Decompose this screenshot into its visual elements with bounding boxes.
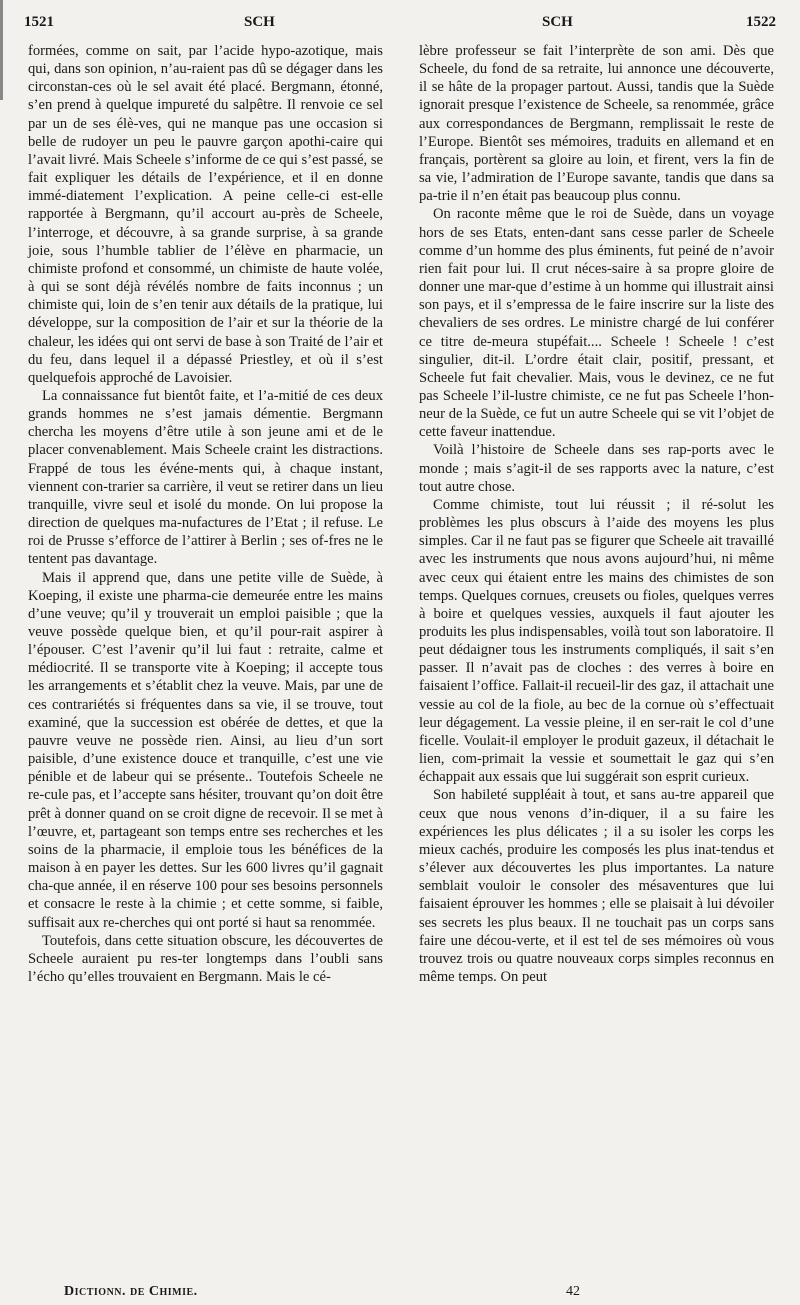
paragraph: Voilà l’histoire de Scheele dans ses rap-ports avec le monde ; mais s’agit-il de ses rapports avec la nature, c’est tout autre chose. — [419, 442, 774, 495]
page-edge-mark — [0, 0, 3, 100]
paragraph: Toutefois, dans cette situation obscure, les découvertes de Scheele auraient pu res-ter longtemps dans l’oubli sans l’écho qu’elles trouvaient en Bergmann. Mais le cé- — [28, 932, 383, 985]
paragraph: formées, comme on sait, par l’acide hypo-azotique, mais qui, dans son opinion, n’au-raient pas dû se dégager dans les circonstan-ces où le sel avait été placé. Bergmann, étonné, s’en prend à quelque impureté du salpêtre. Il renvoie ce sel par un de ses élè-ves, qui ne manque pas une occasion si belle de rudoyer un peu le pauvre garçon apothi-caire qui l’avait livré. Mais Scheele s’informe de ce qui s’est passé, se fait expliquer les détails de l’expérience, et il en donne immé-diatement l’explication. A peine celle-ci est-elle rapportée à Bergmann, qu’il accourt au-près de Scheele, l’interroge, et découvre, à sa grande surprise, à sa grande joie, sous l’humble tablier de l’élève en pharmacie, un chimiste profond et consommé, un chimiste de haute volée, à qui se sont déjà révélés nombre de faits inconnus ; un chimiste qui, loin de s’en tenir aux détails de la pratique, lui développe, sur la composition de l’air et sur la théorie de la chaleur, les idées qui ont servi de base à son Traité de l’air et du feu, dans lequel il a dépassé Priestley, et où il s’est quelquefois approché de Lavoisier. — [28, 43, 383, 386]
right-column — [419, 42, 774, 986]
footer-signature: Dictionn. de Chimie. — [64, 1284, 198, 1299]
paragraph: Mais il apprend que, dans une petite ville de Suède, à Koeping, il existe une pharma-cie demeurée entre les mains d’une veuve; qu’il y trouverait un emploi paisible ; que la veuve possède quelque bien, et qu’il pour-rait aspirer à l’épouser. C’est l’avenir qu’il lui faut : retraite, calme et médiocrité. Il se transporte vite à Koeping; il accepte tous les arrangements et s’établit chez la veuve. Mais, par une de ces contrariétés si fréquentes dans sa vie, il se trouve, tout examiné, que la succession est obérée de dettes, et que la pauvre veuve ne possède rien. Ainsi, au lieu d’un sort paisible, d’une existence douce et tranquille, c’est une vie pénible et de labeur qui se présente.. Toutefois Scheele ne re-cule pas, et l’accepte sans hésiter, trouvant qu’on doit être prêt à donner quand on se croit digne de recevoir. Il se met à l’œuvre, et, partageant son temps entre ses recherches et les soins de la pharmacie, il emploie tous les bénéfices de la maison à en payer les dettes. Sur les 600 livres qu’il gagnait cha-que année, il en réserve 100 pour ses besoins personnels et consacre le reste à la chimie ; et cette somme, si faible, suffisait aux re-cherches qui ont porté si haut sa renommée. — [28, 569, 383, 931]
right-page-number: 1522 — [746, 14, 776, 30]
running-header — [22, 14, 778, 36]
left-running-title: SCH — [244, 14, 275, 30]
paragraph: Comme chimiste, tout lui réussit ; il ré-solut les problèmes les plus obscurs à l’aide des moyens les plus simples. Car il ne faut pas se figurer que Scheele ait travaillé avec les instruments que nous avons aujourd’hui, ni même avec ceux qui étaient entre les mains des chimistes de son temps. Quelques cornues, creusets ou fioles, quelques verres à boire et quelques vessies, auxquels il faut ajouter les produits les plus indispensables, voilà tout son laboratoire. Il peut dédaigner tous les instruments compliqués, il sait s’en passer. Il n’avait pas de cloches : des verres à boire en faisaient l’office. Fallait-il recueil-lir des gaz, il attachait une vessie au col de la fiole, au bec de la cornue où s’effectuait leur dégagement. La vessie pleine, il en ser-rait le col d’une ficelle. Voulait-il employer le produit gazeux, il détachait le lien, com-primait la vessie et soumettait le gaz qui s’en échappait aux essais que lui suggérait son esprit curieux. — [419, 496, 774, 786]
paragraph: lèbre professeur se fait l’interprète de son ami. Dès que Scheele, du fond de sa retraite, lui annonce une découverte, il se hâte de la propager partout. Aussi, tandis que la Suède ignorait presque l’existence de Scheele, sa renommée, grâce aux correspondances de Bergmann, remplissait le reste de l’Europe. Bientôt ses mémoires, traduits en allemand et en français, portèrent sa gloire au loin, et firent, vers la fin de sa vie, l’admiration de l’Europe savante, tandis que dans sa pa-trie il n’en était pas beaucoup plus connu. — [419, 43, 774, 205]
left-column — [28, 42, 383, 986]
left-page-number: 1521 — [24, 14, 54, 30]
paragraph: La connaissance fut bientôt faite, et l’a-mitié de ces deux grands hommes ne s’est jamais démentie. Bergmann chercha les moyens d’être utile à son jeune ami et de le placer convenablement. Mais Scheele craint les distractions. Frappé de tous les événe-ments qui, à chaque instant, viennent con-trarier sa carrière, il veut se retirer dans un lieu tranquille, vivre seul et isolé du monde. On lui propose la direction de quelques ma-nufactures de l’Etat ; il refuse. Le roi de Prusse s’efforce de l’attirer à Berlin ; ses of-fres ne le tentent pas davantage. — [28, 387, 383, 568]
right-running-title: SCH — [542, 14, 573, 30]
footer-sheet-number: 42 — [566, 1284, 580, 1299]
paragraph: On raconte même que le roi de Suède, dans un voyage hors de ses Etats, enten-dant sans cesse parler de Scheele comme d’un homme des plus éminents, fut peiné de n’avoir rien fait pour lui. Il crut néces-saire à sa propre gloire de donner une mar-que d’estime à un homme qui illustrait ainsi son pays, et il s’empressa de le faire inscrire sur la liste des chevaliers de ses ordres. Le ministre chargé de lui conférer ce titre de-meura stupéfait.... Scheele ! Scheele ! c’est singulier, dit-il. L’ordre était clair, positif, pressant, et Scheele fut fait chevalier. Mais, vous le devinez, ce ne fut pas Scheele l’il-lustre chimiste, ce ne fut pas Scheele l’hon-neur de la Suède, ce fut un autre Scheele qui se vit l’objet de cette faveur inattendue. — [419, 206, 774, 441]
paragraph: Son habileté suppléait à tout, et sans au-tre appareil que ceux que nous venons d’in-diquer, il a su faire les expériences les plus délicates ; il a su isoler les corps les mieux cachés, produire les composés les plus inat-tendus et s’élever aux découvertes les plus importantes. La nature semblait vouloir le consoler des mésaventures que lui faisaient éprouver les hommes ; elle se plaisait à lui dévoiler ses secrets les plus beaux. Il ne touchait pas un corps sans faire une décou-verte, et il est tel de ses mémoires où vous trouvez trois ou quatre nouveaux corps simples reconnus en même temps. On peut — [419, 787, 774, 985]
